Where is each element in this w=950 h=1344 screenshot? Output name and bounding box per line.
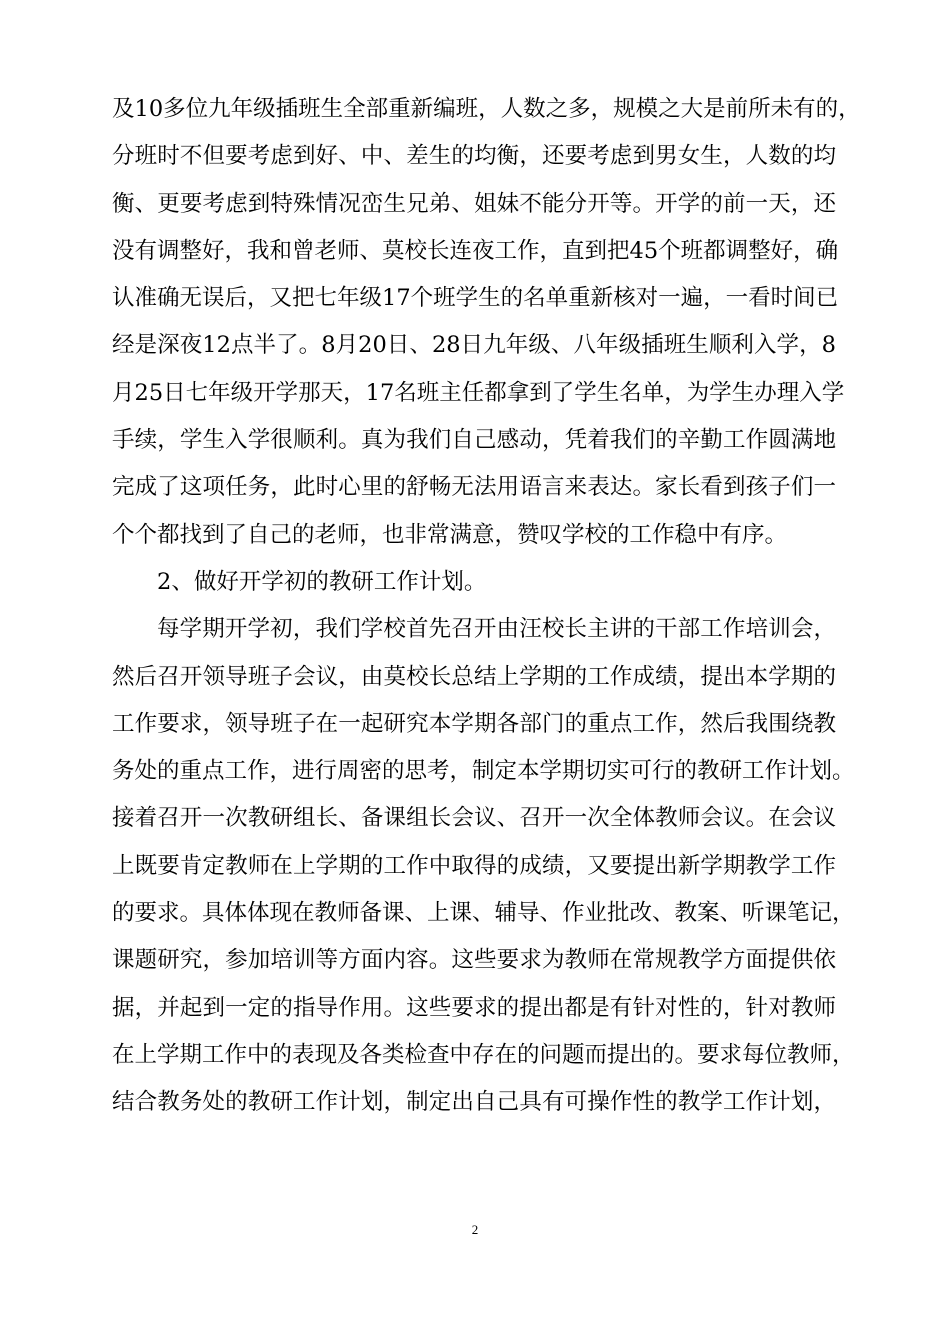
text-line: 务处的重点工作，进行周密的思考，制定本学期切实可行的教研工作计划。 — [112, 758, 855, 785]
text-line: 接着召开一次教研组长、备课组长会议、召开一次全体教师会议。在会议 — [112, 805, 836, 832]
text-line: 经是深夜12点半了。8月20日、28日九年级、八年级插班生顺利入学，8 — [112, 332, 836, 359]
text-line: 据，并起到一定的指导作用。这些要求的提出都是有针对性的，针对教师 — [112, 994, 836, 1021]
text-line: 及10多位九年级插班生全部重新编班，人数之多，规模之大是前所未有的， — [112, 96, 861, 122]
text-line: 然后召开领导班子会议，由莫校长总结上学期的工作成绩，提出本学期的 — [112, 663, 836, 690]
text-line: 课题研究，参加培训等方面内容。这些要求为教师在常规教学方面提供依 — [112, 947, 836, 974]
body-text — [112, 86, 861, 1127]
text-line: 完成了这项任务，此时心里的舒畅无法用语言来表达。家长看到孩子们一 — [112, 474, 836, 501]
text-line: 上既要肯定教师在上学期的工作中取得的成绩，又要提出新学期教学工作 — [112, 852, 836, 879]
section-heading: 2、做好开学初的教研工作计划。 — [157, 568, 487, 595]
text-line: 每学期开学初，我们学校首先召开由汪校长主讲的干部工作培训会， — [157, 616, 836, 643]
text-line: 在上学期工作中的表现及各类检查中存在的问题而提出的。要求每位教师， — [112, 1041, 855, 1068]
text-line: 的要求。具体体现在教师备课、上课、辅导、作业批改、教案、听课笔记， — [112, 900, 855, 927]
page-number: 2 — [471, 1222, 479, 1237]
text-line: 月25日七年级开学那天，17名班主任都拿到了学生名单，为学生办理入学 — [112, 379, 845, 406]
text-line: 个个都找到了自己的老师，也非常满意，赞叹学校的工作稳中有序。 — [112, 521, 788, 548]
text-line: 工作要求，领导班子在一起研究本学期各部门的重点工作，然后我围绕教 — [112, 710, 836, 737]
text-line: 手续，学生入学很顺利。真为我们自己感动，凭着我们的辛勤工作圆满地 — [112, 427, 836, 454]
text-line: 分班时不但要考虑到好、中、差生的均衡，还要考虑到男女生，人数的均 — [112, 143, 836, 170]
text-line: 认准确无误后，又把七年级17个班学生的名单重新核对一遍，一看时间已 — [112, 285, 839, 312]
text-line: 衡、更要考虑到特殊情况峦生兄弟、姐妹不能分开等。开学的前一天，还 — [112, 190, 836, 217]
text-line: 结合教务处的教研工作计划，制定出自己具有可操作性的教学工作计划， — [112, 1089, 836, 1116]
text-line: 没有调整好，我和曾老师、莫校长连夜工作，直到把45个班都调整好，确 — [112, 237, 839, 264]
